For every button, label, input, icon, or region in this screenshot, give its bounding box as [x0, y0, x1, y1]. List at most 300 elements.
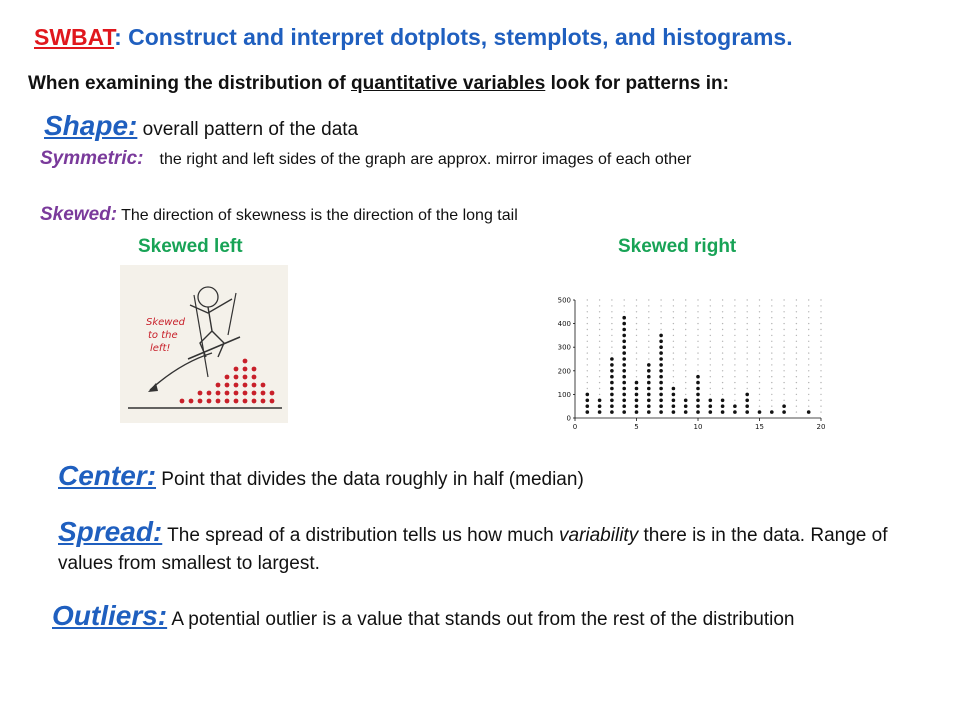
- grid-dot: [673, 382, 674, 383]
- grid-dot: [599, 329, 600, 330]
- grid-dot: [820, 305, 821, 306]
- grid-dot: [771, 358, 772, 359]
- cartoon-dot: [243, 367, 248, 372]
- data-dot: [622, 369, 626, 373]
- symmetric-heading: Symmetric:: [40, 148, 144, 169]
- data-dot: [622, 410, 626, 414]
- skewed-left-label: Skewed left: [138, 236, 243, 257]
- cartoon-dot: [252, 399, 257, 404]
- grid-dot: [722, 358, 723, 359]
- grid-dot: [734, 299, 735, 300]
- shape-text: overall pattern of the data: [137, 119, 359, 140]
- data-dot: [709, 399, 713, 403]
- grid-dot: [710, 370, 711, 371]
- data-dot: [610, 375, 614, 379]
- data-dot: [647, 381, 651, 385]
- grid-dot: [759, 358, 760, 359]
- grid-dot: [697, 317, 698, 318]
- grid-dot: [599, 341, 600, 342]
- grid-dot: [710, 335, 711, 336]
- cartoon-dot: [207, 399, 212, 404]
- outliers-text: A potential outlier is a value that stands out from the rest of the distribution: [167, 609, 795, 630]
- data-dot: [622, 404, 626, 408]
- cartoon-dot: [270, 399, 275, 404]
- grid-dot: [796, 394, 797, 395]
- grid-dot: [747, 358, 748, 359]
- center-heading: Center:: [58, 460, 157, 491]
- data-dot: [610, 357, 614, 361]
- grid-dot: [820, 311, 821, 312]
- grid-dot: [599, 352, 600, 353]
- data-dot: [586, 393, 590, 397]
- grid-dot: [771, 400, 772, 401]
- grid-dot: [808, 311, 809, 312]
- cartoon-text-line-1: Skewed: [146, 317, 185, 328]
- cartoon-dot: [225, 383, 230, 388]
- data-dot: [758, 410, 762, 414]
- grid-dot: [783, 400, 784, 401]
- cartoon-dot: [225, 391, 230, 396]
- skewed-text: The direction of skewness is the direction of the long tail: [121, 207, 518, 224]
- grid-dot: [796, 352, 797, 353]
- grid-dot: [759, 400, 760, 401]
- grid-dot: [783, 335, 784, 336]
- skewed-section: [40, 204, 518, 226]
- grid-dot: [747, 347, 748, 348]
- grid-dot: [636, 323, 637, 324]
- grid-dot: [759, 394, 760, 395]
- data-dot: [659, 404, 663, 408]
- grid-dot: [759, 317, 760, 318]
- cartoon-dot: [216, 399, 221, 404]
- grid-dot: [611, 352, 612, 353]
- grid-dot: [587, 323, 588, 324]
- data-dot: [610, 393, 614, 397]
- grid-dot: [783, 341, 784, 342]
- grid-dot: [808, 305, 809, 306]
- x-tick-label: 10: [693, 423, 703, 431]
- grid-dot: [747, 299, 748, 300]
- grid-dot: [685, 364, 686, 365]
- grid-dot: [734, 394, 735, 395]
- outliers-section: [52, 602, 902, 634]
- grid-dot: [820, 299, 821, 300]
- grid-dot: [734, 317, 735, 318]
- grid-dot: [722, 370, 723, 371]
- grid-dot: [734, 364, 735, 365]
- grid-dot: [710, 341, 711, 342]
- data-dot: [635, 381, 639, 385]
- grid-dot: [587, 370, 588, 371]
- grid-dot: [636, 358, 637, 359]
- grid-dot: [599, 370, 600, 371]
- data-dot: [659, 340, 663, 344]
- grid-dot: [722, 382, 723, 383]
- grid-dot: [722, 388, 723, 389]
- grid-dot: [697, 358, 698, 359]
- data-dot: [659, 387, 663, 391]
- data-dot: [610, 363, 614, 367]
- grid-dot: [783, 394, 784, 395]
- shape-section: [44, 110, 358, 142]
- grid-dot: [636, 329, 637, 330]
- grid-dot: [710, 311, 711, 312]
- grid-dot: [747, 352, 748, 353]
- grid-dot: [820, 400, 821, 401]
- grid-dot: [648, 323, 649, 324]
- cartoon-dot: [180, 399, 185, 404]
- data-dot: [696, 393, 700, 397]
- cartoon-dot: [234, 383, 239, 388]
- grid-dot: [587, 299, 588, 300]
- x-tick-label: 0: [572, 423, 578, 431]
- x-tick-label: 20: [816, 423, 826, 431]
- grid-dot: [697, 347, 698, 348]
- cartoon-dot: [243, 359, 248, 364]
- grid-dot: [734, 388, 735, 389]
- grid-dot: [771, 335, 772, 336]
- grid-dot: [611, 317, 612, 318]
- data-dot: [635, 410, 639, 414]
- grid-dot: [685, 305, 686, 306]
- grid-dot: [747, 364, 748, 365]
- grid-dot: [783, 347, 784, 348]
- grid-dot: [771, 376, 772, 377]
- data-dot: [647, 393, 651, 397]
- grid-dot: [636, 364, 637, 365]
- grid-dot: [796, 335, 797, 336]
- grid-dot: [820, 317, 821, 318]
- grid-dot: [673, 329, 674, 330]
- grid-dot: [673, 358, 674, 359]
- grid-dot: [820, 382, 821, 383]
- grid-dot: [599, 335, 600, 336]
- grid-dot: [734, 400, 735, 401]
- grid-dot: [648, 305, 649, 306]
- grid-dot: [710, 299, 711, 300]
- data-dot: [622, 375, 626, 379]
- grid-dot: [820, 388, 821, 389]
- red-dot-histogram: [180, 359, 275, 404]
- grid-dot: [759, 323, 760, 324]
- y-tick-label: 0: [566, 414, 571, 423]
- grid-dot: [599, 376, 600, 377]
- grid-dot: [624, 305, 625, 306]
- grid-dot: [599, 347, 600, 348]
- grid-dot: [636, 335, 637, 336]
- grid-dot: [648, 358, 649, 359]
- grid-dot: [771, 364, 772, 365]
- grid-dot: [759, 305, 760, 306]
- grid-dot: [710, 347, 711, 348]
- grid-dot: [722, 347, 723, 348]
- grid-dot: [808, 388, 809, 389]
- grid-dot: [685, 335, 686, 336]
- grid-dot: [599, 388, 600, 389]
- grid-dot: [611, 341, 612, 342]
- grid-dot: [759, 347, 760, 348]
- grid-dot: [685, 341, 686, 342]
- grid-dot: [710, 376, 711, 377]
- data-dot: [696, 404, 700, 408]
- grid-dot: [710, 364, 711, 365]
- grid-dot: [796, 323, 797, 324]
- grid-dot: [734, 352, 735, 353]
- grid-dot: [611, 299, 612, 300]
- x-tick-label: 15: [755, 423, 764, 431]
- grid-dot: [820, 394, 821, 395]
- intro-after: look for patterns in:: [545, 73, 729, 94]
- data-dot: [672, 393, 676, 397]
- intro-before: When examining the distribution of: [28, 73, 351, 94]
- data-dot: [672, 410, 676, 414]
- data-dot: [635, 393, 639, 397]
- cartoon-dot: [207, 391, 212, 396]
- grid-dot: [722, 311, 723, 312]
- grid-dot: [636, 370, 637, 371]
- grid-dot: [611, 347, 612, 348]
- y-tick-label: 500: [557, 296, 571, 305]
- lesson-objective: [34, 22, 834, 52]
- data-dot: [733, 410, 737, 414]
- grid-dot: [673, 317, 674, 318]
- grid-dot: [599, 305, 600, 306]
- grid-dot: [747, 329, 748, 330]
- data-dot: [647, 375, 651, 379]
- grid-dot: [722, 305, 723, 306]
- grid-dot: [587, 388, 588, 389]
- grid-dot: [783, 317, 784, 318]
- cartoon-dot: [252, 383, 257, 388]
- data-dot: [807, 410, 811, 414]
- data-dot: [782, 410, 786, 414]
- skewed-heading: Skewed:: [40, 204, 118, 225]
- grid-dot: [820, 370, 821, 371]
- grid-dot: [673, 370, 674, 371]
- grid-dot: [747, 376, 748, 377]
- grid-dot: [722, 376, 723, 377]
- data-dot: [622, 334, 626, 338]
- grid-dot: [808, 352, 809, 353]
- grid-dot: [820, 341, 821, 342]
- data-dot: [610, 399, 614, 403]
- cartoon-dot: [252, 391, 257, 396]
- data-dot: [610, 381, 614, 385]
- grid-dot: [697, 341, 698, 342]
- grid-dot: [587, 352, 588, 353]
- grid-dot: [587, 382, 588, 383]
- grid-dot: [587, 329, 588, 330]
- grid-dot: [820, 364, 821, 365]
- data-dot: [622, 322, 626, 326]
- cartoon-text-line-2: to the: [148, 330, 178, 341]
- grid-dot: [685, 347, 686, 348]
- y-tick-label: 300: [557, 343, 571, 352]
- data-dot: [659, 351, 663, 355]
- grid-dot: [783, 388, 784, 389]
- grid-dot: [747, 305, 748, 306]
- grid-dot: [722, 364, 723, 365]
- grid-dot: [611, 323, 612, 324]
- data-dot: [647, 399, 651, 403]
- grid-dot: [759, 341, 760, 342]
- data-dot: [696, 375, 700, 379]
- data-dot: [696, 399, 700, 403]
- grid-dot: [771, 323, 772, 324]
- grid-dot: [734, 335, 735, 336]
- grid-dot: [697, 352, 698, 353]
- data-dot: [721, 399, 725, 403]
- grid-dot: [685, 388, 686, 389]
- grid-dot: [722, 352, 723, 353]
- grid-dot: [759, 376, 760, 377]
- data-dot: [598, 410, 602, 414]
- grid-dot: [685, 299, 686, 300]
- grid-dot: [747, 323, 748, 324]
- grid-dot: [808, 400, 809, 401]
- data-dot: [586, 404, 590, 408]
- grid-dot: [722, 317, 723, 318]
- grid-dot: [783, 329, 784, 330]
- grid-dot: [710, 323, 711, 324]
- grid-dot: [636, 376, 637, 377]
- data-dot: [659, 381, 663, 385]
- grid-dot: [599, 394, 600, 395]
- data-dot: [672, 387, 676, 391]
- grid-dot: [660, 329, 661, 330]
- grid-dot: [796, 376, 797, 377]
- data-dot: [659, 363, 663, 367]
- grid-dot: [747, 341, 748, 342]
- y-tick-label: 400: [557, 320, 571, 329]
- grid-dot: [734, 311, 735, 312]
- grid-dot: [808, 317, 809, 318]
- data-dot: [745, 393, 749, 397]
- grid-dot: [685, 382, 686, 383]
- symmetric-section: [40, 148, 691, 170]
- data-dot: [622, 387, 626, 391]
- data-dot: [622, 345, 626, 349]
- grid-dot: [808, 376, 809, 377]
- grid-dot: [734, 329, 735, 330]
- grid-dot: [796, 317, 797, 318]
- grid-dot: [624, 311, 625, 312]
- skewed-left-cartoon: [120, 265, 288, 423]
- data-dot: [586, 410, 590, 414]
- data-dot: [610, 410, 614, 414]
- grid-dot: [722, 299, 723, 300]
- grid-dot: [808, 329, 809, 330]
- outliers-heading: Outliers:: [52, 600, 168, 631]
- grid-dot: [783, 376, 784, 377]
- grid-dot: [734, 382, 735, 383]
- grid-dot: [648, 299, 649, 300]
- grid-dot: [648, 317, 649, 318]
- grid-dot: [722, 323, 723, 324]
- grid-dot: [820, 411, 821, 412]
- data-dot: [647, 404, 651, 408]
- cartoon-dot: [234, 367, 239, 372]
- grid-dot: [771, 370, 772, 371]
- cartoon-dot: [225, 375, 230, 380]
- cartoon-dot: [225, 399, 230, 404]
- grid-dot: [783, 364, 784, 365]
- grid-dot: [747, 311, 748, 312]
- grid-dot: [710, 388, 711, 389]
- grid-dot: [808, 341, 809, 342]
- data-dot: [770, 410, 774, 414]
- data-dot: [635, 404, 639, 408]
- grid-dot: [599, 317, 600, 318]
- grid-dot: [771, 352, 772, 353]
- grid-dot: [783, 370, 784, 371]
- grid-dot: [636, 299, 637, 300]
- spread-text-2: there is in the data. Range of values from smallest to largest.: [58, 525, 888, 574]
- grid-dot: [710, 305, 711, 306]
- intro-underlined: quantitative variables: [351, 73, 546, 94]
- skewed-right-label: Skewed right: [618, 236, 737, 257]
- grid-dot: [747, 317, 748, 318]
- grid-dot: [599, 299, 600, 300]
- grid-dot: [820, 329, 821, 330]
- grid-dot: [808, 335, 809, 336]
- grid-dot: [599, 364, 600, 365]
- grid-dot: [796, 299, 797, 300]
- spread-italic: variability: [559, 525, 639, 546]
- data-dot: [647, 410, 651, 414]
- cartoon-dot: [270, 391, 275, 396]
- grid-dot: [820, 323, 821, 324]
- cartoon-dot: [261, 383, 266, 388]
- cartoon-dot: [261, 391, 266, 396]
- grid-dot: [697, 364, 698, 365]
- grid-dot: [587, 335, 588, 336]
- cartoon-dot: [261, 399, 266, 404]
- grid-dot: [734, 376, 735, 377]
- cartoon-dot: [189, 399, 194, 404]
- grid-dot: [796, 400, 797, 401]
- data-dot: [622, 381, 626, 385]
- grid-dot: [636, 317, 637, 318]
- grid-dot: [771, 329, 772, 330]
- grid-dot: [685, 352, 686, 353]
- grid-dot: [673, 352, 674, 353]
- grid-dot: [710, 317, 711, 318]
- data-dot: [672, 404, 676, 408]
- grid-dot: [771, 305, 772, 306]
- grid-dot: [759, 329, 760, 330]
- grid-dot: [783, 323, 784, 324]
- grid-dot: [660, 311, 661, 312]
- data-dot: [733, 404, 737, 408]
- cartoon-dot: [252, 375, 257, 380]
- grid-dot: [771, 406, 772, 407]
- grid-dot: [697, 311, 698, 312]
- grid-dot: [734, 341, 735, 342]
- grid-dot: [747, 382, 748, 383]
- grid-dot: [759, 364, 760, 365]
- grid-dot: [734, 305, 735, 306]
- grid-dot: [783, 305, 784, 306]
- grid-dot: [808, 299, 809, 300]
- grid-dot: [697, 335, 698, 336]
- grid-dot: [722, 335, 723, 336]
- grid-dot: [808, 347, 809, 348]
- grid-dot: [685, 323, 686, 324]
- data-dot: [622, 351, 626, 355]
- grid-dot: [611, 329, 612, 330]
- grid-dot: [636, 352, 637, 353]
